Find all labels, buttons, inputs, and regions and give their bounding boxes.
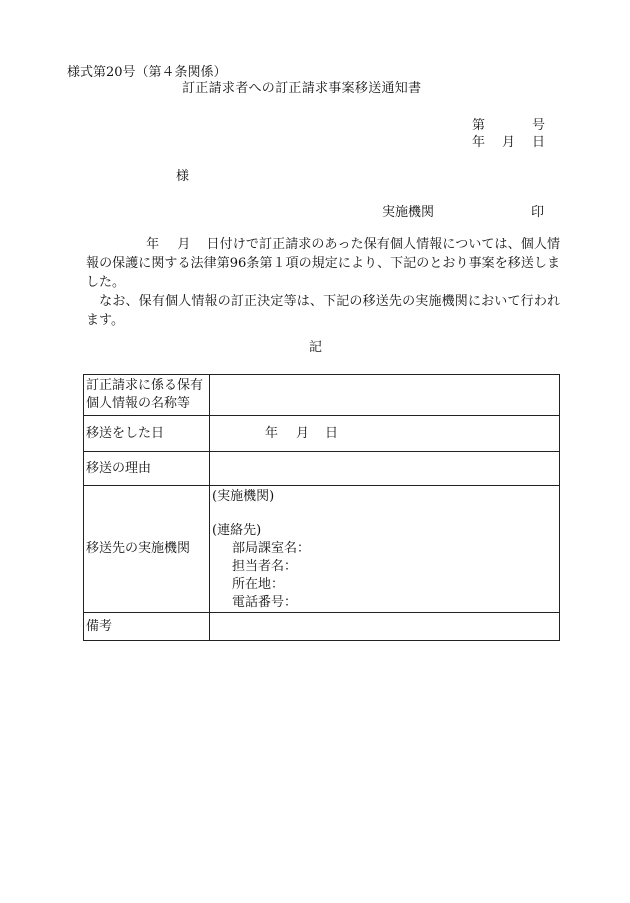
form-number: 様式第20号（第４条関係）	[67, 65, 227, 80]
row-value-info-name	[210, 375, 560, 416]
body-paragraph-1-text: 日付けで訂正請求のあった保有個人情報については、個人情報の保護に関する法律第96条第１項の規定により、下記のとおり事案を移送しました。	[86, 237, 560, 290]
row-value-remarks	[210, 613, 560, 641]
body-year: 年	[146, 237, 160, 252]
transfer-day: 日	[325, 425, 339, 441]
row-value-transfer-reason	[210, 452, 560, 486]
reference-day: 日	[531, 135, 545, 150]
table-row	[84, 486, 560, 613]
body-month: 月	[177, 237, 191, 252]
transfer-year: 年	[265, 425, 279, 441]
table-row	[84, 613, 560, 641]
destination-dept-label: 部局課室名：	[232, 541, 311, 556]
transfer-month: 月	[296, 425, 310, 441]
destination-agency-label: (実施機関)	[212, 489, 275, 504]
row-label-remarks: 備考	[84, 613, 210, 641]
table-row	[84, 416, 560, 452]
seal-mark: 印	[531, 205, 545, 220]
destination-contact-label: (連絡先)	[212, 523, 262, 538]
reference-number-suffix: 号	[531, 118, 545, 133]
destination-person-label: 担当者名：	[232, 559, 298, 574]
table-row	[84, 375, 560, 416]
addressee-honorific: 様	[176, 169, 190, 184]
issuer-org-label: 実施機関	[382, 205, 435, 220]
destination-phone-label: 電話番号：	[232, 595, 298, 610]
reference-date	[472, 134, 545, 152]
row-value-transfer-date	[210, 416, 560, 452]
row-label-transfer-reason: 移送の理由	[84, 452, 210, 486]
reference-year: 年	[472, 135, 486, 150]
table-row	[84, 452, 560, 486]
ki-heading: 記	[309, 340, 323, 355]
row-value-destination-agency	[210, 486, 560, 613]
body-paragraph-2-text: なお、保有個人情報の訂正決定等は、下記の移送先の実施機関において行われます。	[86, 294, 560, 328]
reference-month: 月	[501, 135, 515, 150]
row-label-info-name: 訂正請求に係る保有個人情報の名称等	[84, 375, 210, 416]
reference-number-prefix: 第	[472, 118, 486, 133]
row-label-transfer-date: 移送をした日	[84, 416, 210, 452]
reference-number	[472, 117, 545, 135]
row-label-destination-agency: 移送先の実施機関	[84, 486, 210, 613]
body-paragraph-1	[86, 235, 560, 292]
document-title: 訂正請求者への訂正請求事案移送通知書	[182, 81, 422, 96]
destination-address-label: 所在地：	[232, 577, 285, 592]
body-paragraph-2	[86, 292, 560, 330]
body-text	[86, 235, 560, 330]
detail-table	[83, 374, 560, 641]
